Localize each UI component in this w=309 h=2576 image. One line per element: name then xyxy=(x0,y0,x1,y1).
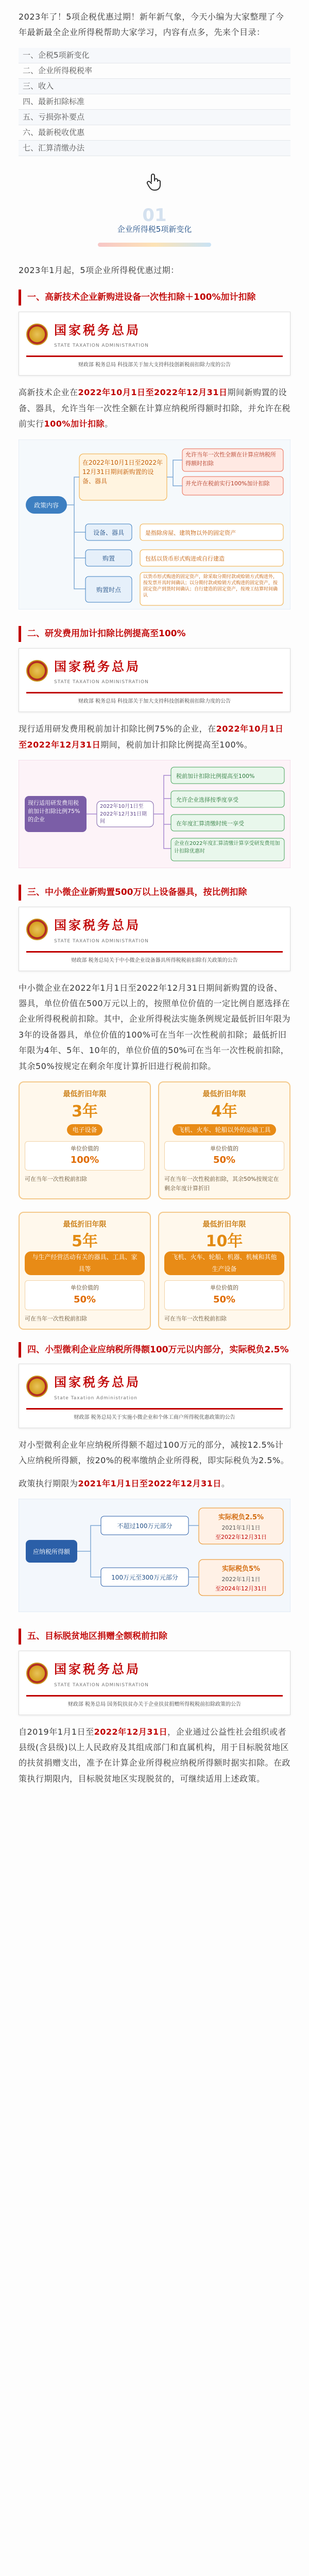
depreciation-card: 最低折旧年限 5年 与生产经营活动有关的器具、工具、家具等 单位价值的 50% 可在当年一次性税前扣除 xyxy=(19,1212,151,1330)
chapter-decoration xyxy=(98,243,211,247)
intro-paragraph: 2023年了！5项企税优惠过期！新年新气象，今天小编为大家整理了今年最新最全企业所得税帮助大家学习，内容有点多，先来个目录： xyxy=(19,12,284,38)
lead-paragraph: 2023年1月起，5项企业所得税优惠过期： xyxy=(19,265,179,275)
depreciation-cards xyxy=(19,1081,290,1199)
row-label: 购置时点 xyxy=(96,586,122,594)
document-header xyxy=(19,1364,290,1428)
national-emblem-icon xyxy=(26,324,48,345)
diagram4-rate2: 实际税负5% xyxy=(221,1565,261,1573)
org-name: 国家税务总局 xyxy=(54,658,141,674)
row-label: 购置 xyxy=(102,554,115,562)
section-4-body: 对小型微利企业年应纳税所得额不超过100万元的部分，减按12.5%计入应纳税所得额，按20%的税率缴纳企业所得税，即实际税负为2.5%。 xyxy=(19,1439,289,1466)
diagram-right-top2: 并允许在税前实行100%加计扣除 xyxy=(185,480,270,487)
policy-diagram-2 xyxy=(19,760,290,873)
policy-diagram-1 xyxy=(19,439,290,615)
org-name-en: STATE TAXATION ADMINISTRATION xyxy=(54,343,149,349)
diagram4-col1: 不超过100万元部分 xyxy=(117,1522,173,1530)
depreciation-cards xyxy=(19,1212,290,1330)
diagram-left-box: 在2022年10月1日至2022年12月31日期间新购置的设备、器具 xyxy=(82,459,163,485)
hand-pointer-icon xyxy=(19,172,290,192)
toc-item[interactable]: 一、企税5项新变化 xyxy=(19,48,290,63)
document-title: 财政部 税务总局 科技部关于加大支持科技创新税前扣除力度的公告 xyxy=(78,362,231,368)
diagram-root: 政策内容 xyxy=(33,501,59,509)
diagram2-right2: 允许企业选择按季度享受 xyxy=(176,796,238,803)
table-of-contents xyxy=(19,48,290,156)
national-emblem-icon xyxy=(26,660,48,682)
diagram2-mid: 2022年10月1日至2022年12月31日期间 xyxy=(100,803,147,824)
depreciation-card: 最低折旧年限 10年 飞机、火车、轮船、机器、机械和其他生产设备 单位价值的 50% 可在当年一次性税前扣除 xyxy=(158,1212,290,1330)
toc-item[interactable]: 七、汇算清缴办法 xyxy=(19,141,290,156)
diagram2-right4: 企业在2022年度汇算清缴计算享受研发费用加计扣除优惠时 xyxy=(174,840,280,854)
org-name: 国家税务总局 xyxy=(54,917,141,933)
diagram2-right1: 税前加计扣除比例提高至100% xyxy=(176,772,255,779)
org-name-en: State Taxation Administration xyxy=(54,1395,138,1401)
diagram4-start2: 2022年1月1日 xyxy=(221,1575,261,1583)
section-3-body: 中小微企业在2022年1月1日至2022年12月31日期间新购置的设备、器具，单位价值在500万元以上的，按照单位价值的一定比例自愿选择在企业所得税税前扣除。其中，企业所得税法实施条例规定最低折旧年限为3年的设备器具，单位价值的100%可在当年一次性税前扣除；最低折旧年限为4年、5年、10年的，单位价值的50%可在当年一次性税前扣除，其余50%按规定在剩余年度计算折旧进行税前扣除。 xyxy=(19,982,291,1071)
policy-diagram-4 xyxy=(19,1499,290,1617)
section-1-title: 一、高新技术企业新购进设备一次性扣除＋100%加计扣除 xyxy=(19,290,290,306)
section-3-title: 三、中小微企业新购置500万以上设备器具，按比例扣除 xyxy=(19,885,290,901)
document-header xyxy=(19,312,290,376)
row-text: 以货币形式购进的固定资产，除采取分期付款或赊销方式购进外，按发票开具时间确认；以分期付款或赊销方式购进的固定资产，按固定资产到货时间确认；自行建造的固定资产，按竣工结算时间确认 xyxy=(143,574,278,598)
row-text: 是指除房屋、建筑物以外的固定资产 xyxy=(145,529,236,536)
national-emblem-icon xyxy=(26,919,48,940)
toc-item[interactable]: 三、收入 xyxy=(19,79,290,94)
diagram2-right3: 在年度汇算清缴时统一享受 xyxy=(176,820,244,827)
depreciation-card: 最低折旧年限 4年 飞机、火车、轮船以外的运输工具 单位价值的 50% 可在当年一次性税前扣除，其余50%按规定在剩余年度计算折旧 xyxy=(158,1081,290,1199)
section-2-body: 现行适用研发费用税前加计扣除比例75%的企业，在2022年10月1日至2022年12月31日期间，税前加计扣除比例提高至100%。 xyxy=(19,724,284,750)
document-title: 财政部 税务总局关于实施小微企业和个体工商户所得税优惠政策的公告 xyxy=(74,1414,235,1420)
national-emblem-icon xyxy=(26,1376,48,1397)
org-name: 国家税务总局 xyxy=(54,1375,141,1390)
section-1-body: 高新技术企业在2022年10月1日至2022年12月31日期间新购置的设备、器具，允许当年一次性全额在计算应纳税所得额时扣除，并允许在税前实行100%加计扣除。 xyxy=(19,387,291,429)
diagram4-col2: 100万元至300万元部分 xyxy=(111,1573,178,1581)
diagram2-left: 现行适用研发费用税前加计扣除比例75%的企业 xyxy=(28,799,80,823)
diagram4-start1: 2021年1月1日 xyxy=(221,1524,261,1531)
section-4-title: 四、小型微利企业应纳税所得额100万元以内部分，实际税负2.5% xyxy=(19,1342,290,1358)
diagram4-left: 应纳税所得额 xyxy=(32,1548,71,1555)
org-name-en: STATE TAXATION ADMINISTRATION xyxy=(54,680,149,685)
toc-item[interactable]: 二、企业所得税税率 xyxy=(19,63,290,79)
document-header xyxy=(19,907,290,971)
org-name-en: STATE TAXATION ADMINISTRATION xyxy=(54,1682,149,1688)
row-text: 包括以货币形式购进或自行建造 xyxy=(145,555,225,562)
depreciation-card: 最低折旧年限 3年 电子设备 单位价值的 100% 可在当年一次性税前扣除 xyxy=(19,1081,151,1199)
document-header xyxy=(19,1651,290,1715)
document-header xyxy=(19,648,290,713)
chapter-label: 企业所得税5项新变化 xyxy=(117,224,192,234)
diagram4-end2: 至2024年12月31日 xyxy=(215,1585,267,1592)
section-5-body: 自2019年1月1日至2022年12月31日，企业通过公益性社会组织或者县级(含县级)以上人民政府及其组成部门和直属机构，用于目标脱贫地区的扶贫捐赠支出，准予在计算企业所得税应纳税所得额时据实扣除。在政策执行期限内，目标脱贫地区实现脱贫的，可继续适用上述政策。 xyxy=(19,1726,291,1784)
toc-item[interactable]: 六、最新税收优惠 xyxy=(19,125,290,141)
section-4-period: 政策执行期限为2021年1月1日至2022年12月31日。 xyxy=(19,1478,230,1488)
chapter-heading xyxy=(19,207,290,252)
document-title: 财政部 税务总局 国务院扶贫办关于企业扶贫捐赠所得税税前扣除政策的公告 xyxy=(67,1701,242,1707)
section-2-title: 二、研发费用加计扣除比例提高至100% xyxy=(19,626,290,642)
row-label: 设备、器具 xyxy=(93,529,125,536)
toc-item[interactable]: 四、最新扣除标准 xyxy=(19,94,290,110)
document-title: 财政部 税务总局关于中小微企业设备器具所得税税前扣除有关政策的公告 xyxy=(71,957,238,963)
diagram4-end1: 至2022年12月31日 xyxy=(215,1533,267,1540)
toc-item[interactable]: 五、亏损弥补要点 xyxy=(19,110,290,125)
section-5-title: 五、目标脱贫地区捐赠全额税前扣除 xyxy=(19,1629,290,1645)
diagram-right-top: 允许当年一次性全额在计算应纳税所得额时扣除 xyxy=(185,451,276,467)
national-emblem-icon xyxy=(26,1663,48,1684)
diagram4-rate1: 实际税负2.5% xyxy=(218,1513,264,1521)
document-title: 财政部 税务总局 科技部关于加大支持科技创新税前扣除力度的公告 xyxy=(78,699,231,705)
org-name-en: STATE TAXATION ADMINISTRATION xyxy=(54,938,149,944)
org-name: 国家税务总局 xyxy=(54,322,141,337)
chapter-number: 01 xyxy=(142,205,167,226)
org-name: 国家税务总局 xyxy=(54,1661,141,1676)
